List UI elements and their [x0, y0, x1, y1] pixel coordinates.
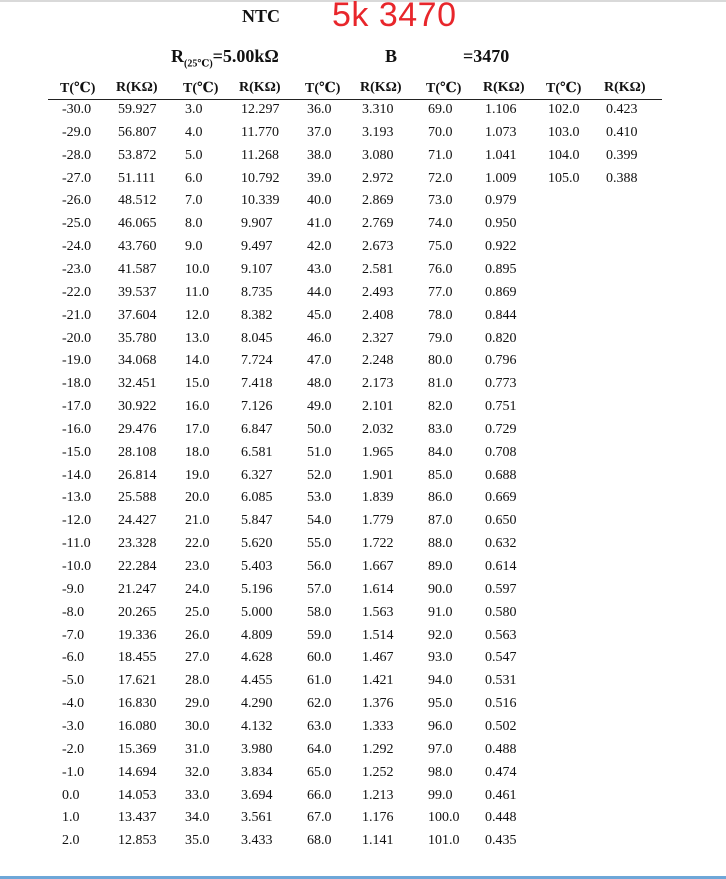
cell-temperature: 1.0: [62, 810, 80, 826]
cell-temperature: -12.0: [62, 513, 92, 529]
cell-resistance: 1.421: [362, 673, 394, 689]
b-param-value: =3470: [463, 46, 510, 66]
cell-resistance: 1.839: [362, 490, 394, 506]
cell-temperature: 39.0: [307, 170, 332, 186]
cell-resistance: 3.694: [241, 787, 273, 803]
cell-temperature: 10.0: [185, 261, 210, 277]
cell-resistance: 6.847: [241, 421, 273, 437]
cell-resistance: 51.111: [118, 170, 156, 186]
cell-temperature: 42.0: [307, 239, 332, 255]
cell-temperature: 77.0: [428, 284, 453, 300]
cell-resistance: 59.927: [118, 102, 157, 117]
cell-resistance: 22.284: [118, 559, 157, 574]
cell-resistance: 15.369: [118, 741, 157, 757]
cell-resistance: 56.807: [118, 124, 157, 140]
cell-temperature: 74.0: [428, 216, 453, 232]
cell-temperature: 32.0: [185, 764, 210, 780]
header-temperature-5: T(℃): [546, 81, 582, 96]
cell-resistance: 32.451: [118, 376, 157, 392]
cell-temperature: 43.0: [307, 261, 332, 277]
cell-resistance: 41.587: [118, 261, 157, 277]
cell-resistance: 5.403: [241, 559, 273, 574]
cell-resistance: 0.399: [606, 147, 638, 163]
cell-temperature: 80.0: [428, 353, 453, 369]
cell-resistance: 23.328: [118, 536, 157, 552]
cell-temperature: 15.0: [185, 376, 210, 392]
cell-resistance: 1.614: [362, 581, 394, 597]
cell-resistance: 11.268: [241, 147, 279, 163]
cell-resistance: 1.213: [362, 787, 394, 803]
cell-temperature: 87.0: [428, 513, 453, 529]
cell-temperature: -14.0: [62, 467, 92, 483]
cell-resistance: 3.310: [362, 102, 394, 117]
cell-temperature: 59.0: [307, 627, 332, 643]
cell-temperature: -7.0: [62, 627, 85, 643]
cell-temperature: 7.0: [185, 193, 203, 209]
cell-resistance: 0.488: [485, 741, 517, 757]
cell-resistance: 24.427: [118, 513, 157, 529]
cell-temperature: 62.0: [307, 696, 332, 712]
cell-temperature: 101.0: [428, 833, 460, 849]
cell-resistance: 0.650: [485, 513, 517, 529]
cell-temperature: -29.0: [62, 124, 92, 140]
resistance-symbol: R: [171, 46, 184, 66]
cell-temperature: 85.0: [428, 467, 453, 483]
cell-temperature: 20.0: [185, 490, 210, 506]
cell-resistance: 4.455: [241, 673, 273, 689]
cell-temperature: 89.0: [428, 559, 453, 574]
cell-temperature: -23.0: [62, 261, 92, 277]
cell-temperature: 52.0: [307, 467, 332, 483]
cell-resistance: 3.193: [362, 124, 394, 140]
cell-temperature: 40.0: [307, 193, 332, 209]
cell-temperature: -22.0: [62, 284, 92, 300]
cell-resistance: 4.132: [241, 718, 273, 734]
cell-temperature: -11.0: [62, 536, 91, 552]
cell-resistance: 1.073: [485, 124, 517, 140]
cell-temperature: 25.0: [185, 604, 210, 620]
cell-temperature: 22.0: [185, 536, 210, 552]
cell-temperature: 12.0: [185, 307, 210, 323]
cell-resistance: 19.336: [118, 627, 157, 643]
cell-temperature: 26.0: [185, 627, 210, 643]
cell-temperature: 102.0: [548, 102, 580, 117]
cell-resistance: 0.708: [485, 444, 517, 460]
cell-resistance: 0.773: [485, 376, 517, 392]
cell-temperature: 70.0: [428, 124, 453, 140]
cell-resistance: 3.834: [241, 764, 273, 780]
cell-temperature: 68.0: [307, 833, 332, 849]
cell-resistance: 2.173: [362, 376, 394, 392]
cell-temperature: 54.0: [307, 513, 332, 529]
cell-resistance: 2.493: [362, 284, 394, 300]
cell-resistance: 18.455: [118, 650, 157, 666]
cell-resistance: 53.872: [118, 147, 157, 163]
cell-resistance: 2.581: [362, 261, 394, 277]
cell-resistance: 1.141: [362, 833, 394, 849]
header-resistance-5: R(KΩ): [604, 80, 646, 95]
cell-resistance: 1.779: [362, 513, 394, 529]
cell-resistance: 8.735: [241, 284, 273, 300]
cell-resistance: 0.979: [485, 193, 517, 209]
cell-resistance: 0.531: [485, 673, 517, 689]
cell-resistance: 3.980: [241, 741, 273, 757]
cell-resistance: 4.290: [241, 696, 273, 712]
cell-temperature: 99.0: [428, 787, 453, 803]
header-resistance-2: R(KΩ): [239, 80, 281, 95]
cell-temperature: -25.0: [62, 216, 92, 232]
cell-temperature: -15.0: [62, 444, 92, 460]
cell-temperature: -19.0: [62, 353, 92, 369]
cell-resistance: 0.423: [606, 102, 638, 117]
cell-resistance: 34.068: [118, 353, 157, 369]
cell-resistance: 0.563: [485, 627, 517, 643]
cell-resistance: 0.751: [485, 399, 517, 415]
cell-temperature: 4.0: [185, 124, 203, 140]
cell-resistance: 1.376: [362, 696, 394, 712]
cell-resistance: 28.108: [118, 444, 157, 460]
cell-resistance: 0.950: [485, 216, 517, 232]
cell-resistance: 6.581: [241, 444, 273, 460]
cell-resistance: 8.045: [241, 330, 273, 346]
cell-temperature: 75.0: [428, 239, 453, 255]
cell-temperature: 82.0: [428, 399, 453, 415]
page-title: NTC: [242, 6, 281, 26]
cell-resistance: 3.433: [241, 833, 273, 849]
cell-resistance: 30.922: [118, 399, 157, 415]
cell-temperature: 97.0: [428, 741, 453, 757]
cell-temperature: 16.0: [185, 399, 210, 415]
cell-temperature: 19.0: [185, 467, 210, 483]
cell-resistance: 20.265: [118, 604, 157, 620]
cell-temperature: 66.0: [307, 787, 332, 803]
cell-resistance: 46.065: [118, 216, 157, 232]
cell-resistance: 0.922: [485, 239, 517, 255]
cell-temperature: -8.0: [62, 604, 85, 620]
cell-temperature: 38.0: [307, 147, 332, 163]
cell-temperature: 30.0: [185, 718, 210, 734]
cell-resistance: 10.339: [241, 193, 280, 209]
cell-temperature: 71.0: [428, 147, 453, 163]
cell-resistance: 0.820: [485, 330, 517, 346]
header-resistance-4: R(KΩ): [483, 80, 525, 95]
cell-temperature: 56.0: [307, 559, 332, 574]
cell-resistance: 2.769: [362, 216, 394, 232]
cell-temperature: 91.0: [428, 604, 453, 620]
cell-temperature: 31.0: [185, 741, 210, 757]
cell-temperature: -24.0: [62, 239, 92, 255]
cell-temperature: 86.0: [428, 490, 453, 506]
cell-resistance: 5.000: [241, 604, 273, 620]
cell-resistance: 2.101: [362, 399, 394, 415]
cell-resistance: 0.669: [485, 490, 517, 506]
cell-temperature: -3.0: [62, 718, 85, 734]
cell-temperature: 81.0: [428, 376, 453, 392]
cell-temperature: 90.0: [428, 581, 453, 597]
cell-resistance: 2.408: [362, 307, 394, 323]
cell-resistance: 43.760: [118, 239, 157, 255]
cell-resistance: 2.248: [362, 353, 394, 369]
cell-resistance: 2.032: [362, 421, 394, 437]
cell-resistance: 10.792: [241, 170, 280, 186]
cell-resistance: 39.537: [118, 284, 157, 300]
header-resistance-3: R(KΩ): [360, 80, 402, 95]
cell-temperature: -26.0: [62, 193, 92, 209]
cell-temperature: 94.0: [428, 673, 453, 689]
header-resistance-1: R(KΩ): [116, 80, 158, 95]
cell-temperature: 35.0: [185, 833, 210, 849]
cell-temperature: 104.0: [548, 147, 580, 163]
cell-resistance: 6.327: [241, 467, 273, 483]
cell-resistance: 13.437: [118, 810, 157, 826]
cell-temperature: 105.0: [548, 170, 580, 186]
cell-temperature: 44.0: [307, 284, 332, 300]
cell-temperature: 6.0: [185, 170, 203, 186]
resistance-param: [171, 46, 279, 70]
cell-resistance: 9.107: [241, 261, 273, 277]
cell-resistance: 35.780: [118, 330, 157, 346]
cell-resistance: 48.512: [118, 193, 157, 209]
cell-temperature: 48.0: [307, 376, 332, 392]
cell-resistance: 1.514: [362, 627, 394, 643]
cell-resistance: 11.770: [241, 124, 279, 140]
cell-resistance: 16.830: [118, 696, 157, 712]
cell-temperature: 55.0: [307, 536, 332, 552]
cell-resistance: 1.901: [362, 467, 394, 483]
cell-temperature: 69.0: [428, 102, 453, 117]
cell-resistance: 1.965: [362, 444, 394, 460]
cell-resistance: 0.796: [485, 353, 517, 369]
b-param-label: B: [385, 46, 398, 66]
cell-temperature: 95.0: [428, 696, 453, 712]
cell-resistance: 9.497: [241, 239, 273, 255]
cell-resistance: 12.853: [118, 833, 157, 849]
cell-resistance: 37.604: [118, 307, 157, 323]
cell-resistance: 7.418: [241, 376, 273, 392]
cell-resistance: 0.895: [485, 261, 517, 277]
cell-temperature: 45.0: [307, 307, 332, 323]
cell-temperature: 53.0: [307, 490, 332, 506]
cell-temperature: 14.0: [185, 353, 210, 369]
cell-temperature: 0.0: [62, 787, 80, 803]
cell-temperature: 33.0: [185, 787, 210, 803]
cell-resistance: 3.080: [362, 147, 394, 163]
cell-resistance: 5.196: [241, 581, 273, 597]
cell-resistance: 0.388: [606, 170, 638, 186]
cell-temperature: 61.0: [307, 673, 332, 689]
cell-resistance: 0.410: [606, 124, 638, 140]
cell-temperature: -5.0: [62, 673, 85, 689]
cell-temperature: -2.0: [62, 741, 85, 757]
header-temperature-1: T(℃): [60, 81, 96, 96]
cell-resistance: 1.176: [362, 810, 394, 826]
cell-temperature: 8.0: [185, 216, 203, 232]
cell-temperature: -30.0: [62, 102, 92, 117]
cell-temperature: 64.0: [307, 741, 332, 757]
cell-temperature: 34.0: [185, 810, 210, 826]
cell-temperature: 3.0: [185, 102, 203, 117]
cell-resistance: 1.333: [362, 718, 394, 734]
cell-temperature: -27.0: [62, 170, 92, 186]
cell-temperature: 18.0: [185, 444, 210, 460]
cell-temperature: 50.0: [307, 421, 332, 437]
cell-resistance: 1.106: [485, 102, 517, 117]
header-temperature-2: T(℃): [183, 81, 219, 96]
cell-resistance: 29.476: [118, 421, 157, 437]
cell-temperature: 100.0: [428, 810, 460, 826]
cell-resistance: 1.009: [485, 170, 517, 186]
cell-temperature: 2.0: [62, 833, 80, 849]
cell-resistance: 12.297: [241, 102, 280, 117]
cell-temperature: 47.0: [307, 353, 332, 369]
cell-temperature: 72.0: [428, 170, 453, 186]
cell-temperature: 84.0: [428, 444, 453, 460]
cell-temperature: -17.0: [62, 399, 92, 415]
cell-temperature: -28.0: [62, 147, 92, 163]
cell-resistance: 0.516: [485, 696, 517, 712]
cell-temperature: 88.0: [428, 536, 453, 552]
cell-temperature: 24.0: [185, 581, 210, 597]
cell-resistance: 14.694: [118, 764, 157, 780]
cell-temperature: 98.0: [428, 764, 453, 780]
cell-temperature: 73.0: [428, 193, 453, 209]
cell-resistance: 4.809: [241, 627, 273, 643]
cell-resistance: 4.628: [241, 650, 273, 666]
cell-resistance: 0.632: [485, 536, 517, 552]
cell-temperature: -13.0: [62, 490, 92, 506]
cell-resistance: 1.467: [362, 650, 394, 666]
cell-temperature: 49.0: [307, 399, 332, 415]
cell-temperature: 96.0: [428, 718, 453, 734]
cell-temperature: 65.0: [307, 764, 332, 780]
cell-resistance: 0.597: [485, 581, 517, 597]
cell-temperature: 58.0: [307, 604, 332, 620]
cell-temperature: 21.0: [185, 513, 210, 529]
resistance-subscript: (25℃): [184, 58, 213, 70]
cell-resistance: 0.869: [485, 284, 517, 300]
cell-temperature: 11.0: [185, 284, 209, 300]
cell-resistance: 25.588: [118, 490, 157, 506]
cell-temperature: 9.0: [185, 239, 203, 255]
cell-resistance: 6.085: [241, 490, 273, 506]
cell-resistance: 1.292: [362, 741, 394, 757]
cell-resistance: 0.474: [485, 764, 517, 780]
cell-resistance: 0.448: [485, 810, 517, 826]
cell-temperature: 17.0: [185, 421, 210, 437]
cell-resistance: 5.620: [241, 536, 273, 552]
cell-resistance: 5.847: [241, 513, 273, 529]
cell-resistance: 14.053: [118, 787, 157, 803]
cell-temperature: -18.0: [62, 376, 92, 392]
cell-resistance: 2.327: [362, 330, 394, 346]
cell-resistance: 0.844: [485, 307, 517, 323]
cell-temperature: -6.0: [62, 650, 85, 666]
cell-resistance: 0.502: [485, 718, 517, 734]
cell-temperature: 41.0: [307, 216, 332, 232]
cell-resistance: 0.729: [485, 421, 517, 437]
cell-resistance: 1.563: [362, 604, 394, 620]
cell-resistance: 8.382: [241, 307, 273, 323]
cell-resistance: 2.869: [362, 193, 394, 209]
cell-resistance: 21.247: [118, 581, 157, 597]
cell-temperature: -16.0: [62, 421, 92, 437]
cell-resistance: 0.614: [485, 559, 517, 574]
cell-resistance: 0.435: [485, 833, 517, 849]
header-temperature-4: T(℃): [426, 81, 462, 96]
cell-resistance: 17.621: [118, 673, 157, 689]
cell-temperature: 78.0: [428, 307, 453, 323]
cell-resistance: 3.561: [241, 810, 273, 826]
header-temperature-3: T(℃): [305, 81, 341, 96]
cell-resistance: 7.724: [241, 353, 273, 369]
cell-temperature: 46.0: [307, 330, 332, 346]
cell-temperature: 93.0: [428, 650, 453, 666]
cell-resistance: 9.907: [241, 216, 273, 232]
cell-temperature: -1.0: [62, 764, 85, 780]
cell-temperature: 13.0: [185, 330, 210, 346]
cell-temperature: 67.0: [307, 810, 332, 826]
cell-temperature: 27.0: [185, 650, 210, 666]
cell-temperature: 83.0: [428, 421, 453, 437]
cell-resistance: 0.461: [485, 787, 517, 803]
cell-temperature: 57.0: [307, 581, 332, 597]
cell-temperature: 51.0: [307, 444, 332, 460]
cell-temperature: 76.0: [428, 261, 453, 277]
cell-resistance: 0.547: [485, 650, 517, 666]
cell-resistance: 16.080: [118, 718, 157, 734]
cell-resistance: 26.814: [118, 467, 157, 483]
cell-temperature: 37.0: [307, 124, 332, 140]
cell-temperature: 29.0: [185, 696, 210, 712]
header-rule: [48, 99, 662, 100]
cell-temperature: 28.0: [185, 673, 210, 689]
cell-resistance: 0.580: [485, 604, 517, 620]
cell-resistance: 1.667: [362, 559, 394, 574]
cell-resistance: 1.722: [362, 536, 394, 552]
cell-temperature: 103.0: [548, 124, 580, 140]
cell-temperature: 23.0: [185, 559, 210, 574]
cell-temperature: 92.0: [428, 627, 453, 643]
cell-resistance: 2.972: [362, 170, 394, 186]
resistance-value: =5.00kΩ: [212, 46, 279, 66]
cell-resistance: 2.673: [362, 239, 394, 255]
cell-temperature: 5.0: [185, 147, 203, 163]
cell-temperature: -4.0: [62, 696, 85, 712]
cell-resistance: 7.126: [241, 399, 273, 415]
cell-resistance: 1.252: [362, 764, 394, 780]
cell-temperature: -9.0: [62, 581, 85, 597]
cell-temperature: 79.0: [428, 330, 453, 346]
cell-resistance: 0.688: [485, 467, 517, 483]
cell-resistance: 1.041: [485, 147, 517, 163]
model-label: 5k 3470: [332, 0, 457, 34]
cell-temperature: 63.0: [307, 718, 332, 734]
cell-temperature: -21.0: [62, 307, 92, 323]
cell-temperature: -10.0: [62, 559, 92, 574]
cell-temperature: 60.0: [307, 650, 332, 666]
cell-temperature: 36.0: [307, 102, 332, 117]
cell-temperature: -20.0: [62, 330, 92, 346]
